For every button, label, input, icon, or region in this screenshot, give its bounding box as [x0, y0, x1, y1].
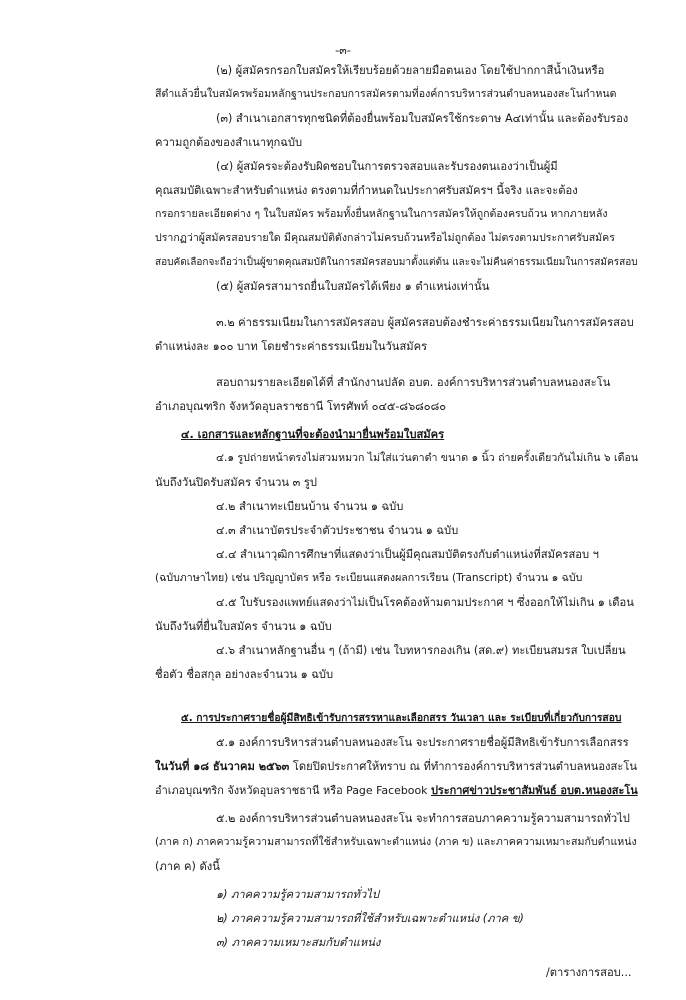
item-5-2-line-2: (ภาค ก) ภาคความรู้ความสามารถที่ใช้สำหรับเฉพาะตำแหน่ง (ภาค ข) และภาคความเหมาะสมกับตำแหน่ง: [155, 836, 637, 848]
section-4-heading: ๔. เอกสารและหลักฐานที่จะต้องนำมายื่นพร้อมใบสมัคร: [181, 428, 445, 441]
item-4-6-line-2: ชื่อตัว ชื่อสกุล อย่างละจำนวน ๑ ฉบับ: [155, 668, 334, 681]
item-5-1-line-1: ๕.๑ องค์การบริหารส่วนตำบลหนองสะโน จะประกาศรายชื่อผู้มีสิทธิเข้ารับการเลือกสรร: [216, 736, 629, 749]
item-4-1-line-2: นับถึงวันปิดรับสมัคร จำนวน ๓ รูป: [155, 476, 317, 489]
item-5-1-line-3: [155, 784, 638, 798]
item-3-1-4-line-5: สอบคัดเลือกจะถือว่าเป็นผู้ขาดคุณสมบัติในการสมัครสอบมาตั้งแต่ต้น และจะไม่คืนค่าธรรมเนียมในการสมัครสอบ: [155, 257, 638, 268]
item-4-2: ๔.๒ สำเนาทะเบียนบ้าน จำนวน ๑ ฉบับ: [216, 500, 404, 513]
announcement-date: ในวันที่ ๑๘ ธันวาคม ๒๕๖๓: [155, 760, 290, 773]
exam-part-1: ๑) ภาคความรู้ความสามารถทั่วไป: [216, 888, 379, 901]
item-3-1-3-line-1: (๓) สำเนาเอกสารทุกชนิดที่ต้องยื่นพร้อมใบสมัครใช้กระดาษ A๔เท่านั้น และต้องรับรอง: [216, 112, 629, 125]
item-5-2-line-3: (ภาค ค) ดังนี้: [155, 860, 220, 873]
item-4-5-line-2: นับถึงวันที่ยื่นใบสมัคร จำนวน ๑ ฉบับ: [155, 620, 332, 633]
inquiry-line-1: สอบถามรายละเอียดได้ที่ สำนักงานปลัด อบต. องค์การบริหารส่วนตำบลหนองสะโน: [216, 376, 611, 389]
facebook-page-name[interactable]: ประกาศข่าวประชาสัมพันธ์ อบต.หนองสะโน: [430, 784, 638, 797]
item-3-1-2-line-1: (๒) ผู้สมัครกรอกใบสมัครให้เรียบร้อยด้วยลายมือตนเอง โดยใช้ปากกาสีน้ำเงินหรือ: [216, 64, 605, 77]
inquiry-line-2: อำเภอบุณฑริก จังหวัดอุบลราชธานี โทรศัพท์ ๐๔๕-๘๖๘๐๘๐: [155, 400, 447, 413]
item-4-4-line-1: ๔.๔ สำเนาวุฒิการศึกษาที่แสดงว่าเป็นผู้มีคุณสมบัติตรงกับตำแหน่งที่สมัครสอบ ฯ: [216, 548, 599, 561]
item-3-1-4-line-2: คุณสมบัติเฉพาะสำหรับตำแหน่ง ตรงตามที่กำหนดในประกาศรับสมัครฯ นี้จริง และจะต้อง: [155, 184, 578, 197]
item-5-2-line-1: ๕.๒ องค์การบริหารส่วนตำบลหนองสะโน จะทำการสอบภาคความรู้ความสามารถทั่วไป: [216, 812, 630, 825]
item-3-1-3-line-2: ความถูกต้องของสำเนาทุกฉบับ: [155, 136, 303, 149]
item-5-1-line-2: [155, 760, 637, 775]
continued-note: /ตารางการสอบ...: [546, 966, 632, 979]
item-4-6-line-1: ๔.๖ สำเนาหลักฐานอื่น ๆ (ถ้ามี) เช่น ใบทหารกองเกิน (สด.๙) ทะเบียนสมรส ใบเปลี่ยน: [216, 644, 626, 657]
item-3-1-5: (๕) ผู้สมัครสามารถยื่นใบสมัครได้เพียง ๑ ตำแหน่งเท่านั้น: [216, 280, 490, 293]
item-4-3: ๔.๓ สำเนาบัตรประจำตัวประชาชน จำนวน ๑ ฉบับ: [216, 524, 459, 537]
exam-part-3: ๓) ภาคความเหมาะสมกับตำแหน่ง: [216, 936, 381, 949]
item-3-1-2-line-2: สีดำแล้วยื่นใบสมัครพร้อมหลักฐานประกอบการสมัครตามที่องค์การบริหารส่วนตำบลหนองสะโนกำหนด: [155, 88, 617, 100]
item-3-1-4-line-4: ปรากฏว่าผู้สมัครสอบรายใด มีคุณสมบัติดังกล่าวไม่ครบถ้วนหรือไม่ถูกต้อง ไม่ตรงตามประกาศรับสมัคร: [155, 232, 615, 244]
exam-part-2: ๒) ภาคความรู้ความสามารถที่ใช้สำหรับเฉพาะตำแหน่ง (ภาค ข): [216, 912, 524, 925]
item-3-1-4-line-1: (๔) ผู้สมัครจะต้องรับผิดชอบในการตรวจสอบและรับรองตนเองว่าเป็นผู้มี: [216, 160, 558, 173]
item-4-5-line-1: ๔.๕ ใบรับรองแพทย์แสดงว่าไม่เป็นโรคต้องห้ามตามประกาศ ฯ ซึ่งออกให้ไม่เกิน ๑ เดือน: [216, 596, 634, 609]
announcement-place: โดยปิดประกาศให้ทราบ ณ ที่ทำการองค์การบริหารส่วนตำบลหนองสะโน: [289, 760, 638, 773]
item-4-1-line-1: ๔.๑ รูปถ่ายหน้าตรงไม่สวมหมวก ไม่ใส่แว่นตาดำ ขนาด ๑ นิ้ว ถ่ายครั้งเดียวกันไม่เกิน ๖ เดือน: [216, 452, 639, 464]
section-5-heading: ๕. การประกาศรายชื่อผู้มีสิทธิเข้ารับการสรรหาและเลือกสรร วันเวลา และ ระเบียบที่เกี่ยวกับการสอบ: [181, 712, 622, 724]
fee-line-2: ตำแหน่งละ ๑๐๐ บาท โดยชำระค่าธรรมเนียมในวันสมัคร: [155, 340, 428, 353]
item-3-1-4-line-3: กรอกรายละเอียดต่าง ๆ ในใบสมัคร พร้อมทั้งยื่นหลักฐานในการสมัครให้ถูกต้องครบถ้วน หากภายหลัง: [155, 208, 608, 220]
item-4-4-line-2: (ฉบับภาษาไทย) เช่น ปริญญาบัตร หรือ ระเบียนแสดงผลการเรียน (Transcript) จำนวน ๑ ฉบับ: [155, 572, 583, 584]
page-number: -๓-: [335, 44, 351, 57]
announcement-channel: อำเภอบุณฑริก จังหวัดอุบลราชธานี หรือ Page Facebook: [155, 784, 431, 797]
fee-line-1: ๓.๒ ค่าธรรมเนียมในการสมัครสอบ ผู้สมัครสอบต้องชำระค่าธรรมเนียมในการสมัครสอบ: [216, 316, 634, 329]
